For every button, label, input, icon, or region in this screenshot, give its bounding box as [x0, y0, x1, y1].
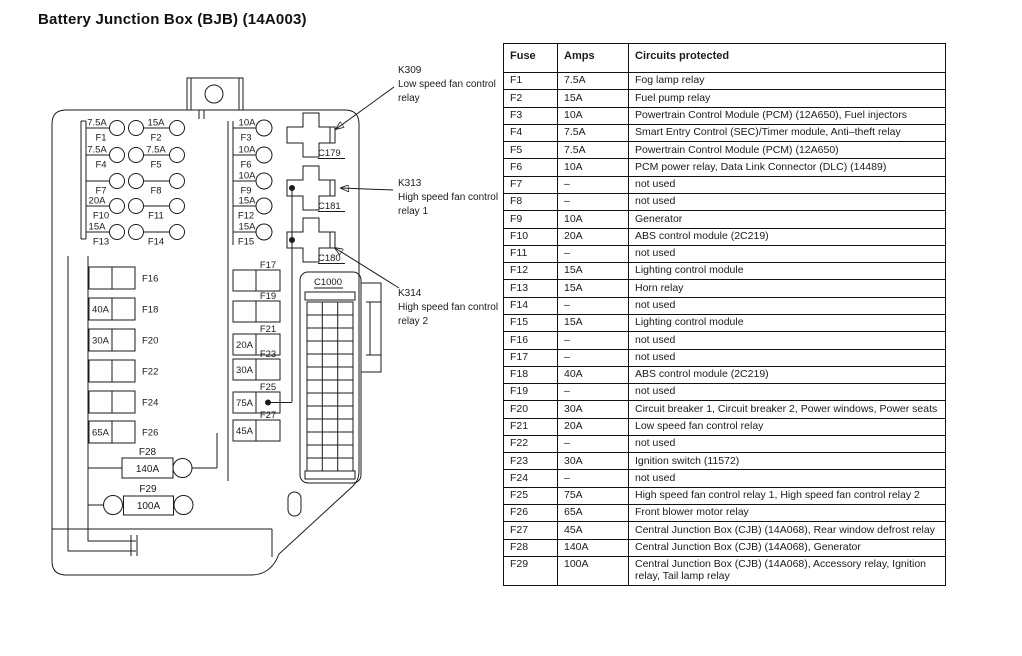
fuse-circuits-cell: ABS control module (2C219) [629, 228, 946, 245]
fuse-circuits-cell: Front blower motor relay [629, 505, 946, 522]
diagram-label: 7.5A [146, 144, 166, 156]
fuse-F19 [233, 291, 280, 322]
fuse-circuits-cell: Horn relay [629, 280, 946, 297]
fuse-id-cell: F28 [504, 539, 558, 556]
fuse-circuits-cell: not used [629, 470, 946, 487]
fuse-amps-cell: 75A [558, 487, 629, 504]
diagram-label: F12 [237, 210, 255, 222]
fuse-circuits-cell: Central Junction Box (CJB) (14A068), Rear window defrost relay [629, 522, 946, 539]
table-row [504, 107, 946, 124]
callout-text: High speed fan control [398, 192, 499, 203]
diagram-label: F19 [259, 291, 277, 302]
fuse-table [503, 43, 946, 586]
fuse-id-cell: F19 [504, 384, 558, 401]
diagram-label: F16 [142, 273, 159, 285]
table-row [504, 418, 946, 435]
diagram-label: 40A [92, 304, 109, 316]
table-row [504, 263, 946, 280]
fuse-F28 [88, 433, 217, 478]
table-row [504, 73, 946, 90]
fuse-amps-cell: 20A [558, 228, 629, 245]
connector-label: C180 [318, 253, 341, 264]
table-row [504, 539, 946, 556]
fuse-F14 [129, 225, 185, 248]
diagram-label: F3 [240, 132, 252, 144]
diagram-label: F25 [259, 382, 277, 393]
fuse-F2 [129, 118, 185, 144]
diagram-label: F15 [237, 236, 255, 248]
fuse-circuits-cell: Circuit breaker 1, Circuit breaker 2, Power windows, Power seats [629, 401, 946, 418]
table-row [504, 453, 946, 470]
fuse-F18 [89, 298, 158, 320]
fuse-circuits-cell: not used [629, 297, 946, 314]
fuse-F24 [89, 391, 158, 413]
table-row [504, 522, 946, 539]
fuse-circuits-cell: Generator [629, 211, 946, 228]
fuse-F10 [86, 196, 125, 222]
fuse-id-cell: F6 [504, 159, 558, 176]
fuse-id-cell: F1 [504, 73, 558, 90]
table-row [504, 401, 946, 418]
fuse-id-cell: F17 [504, 349, 558, 366]
diagram-label: F21 [259, 324, 277, 335]
callout-text: K309 [398, 65, 422, 76]
side-tab [361, 283, 381, 372]
fuse-circuits-cell: Lighting control module [629, 263, 946, 280]
fuse-amps-cell: – [558, 297, 629, 314]
fuse-F25 [233, 382, 292, 413]
diagram-label: 65A [92, 427, 109, 439]
fuse-id-cell: F23 [504, 453, 558, 470]
diagram-label: F22 [142, 366, 159, 378]
fuse-id-cell: F16 [504, 332, 558, 349]
table-row [504, 228, 946, 245]
fuse-circuits-cell: not used [629, 245, 946, 262]
fuse-id-cell: F21 [504, 418, 558, 435]
diagram-label: 100A [136, 501, 161, 512]
relay-connector-C181 [287, 166, 345, 212]
diagram-label: 15A [238, 195, 256, 207]
fuse-id-cell: F26 [504, 505, 558, 522]
fuse-amps-cell: 15A [558, 263, 629, 280]
fuse-amps-cell: – [558, 384, 629, 401]
table-row [504, 211, 946, 228]
page-title: Battery Junction Box (BJB) (14A003) [38, 11, 307, 28]
fuse-F17 [233, 260, 280, 291]
table-row [504, 124, 946, 141]
fuse-circuits-cell: Powertrain Control Module (PCM) (12A650) [629, 142, 946, 159]
fuse-id-cell: F29 [504, 556, 558, 585]
diagram-label: 7.5A [87, 144, 107, 156]
fuse-F8 [129, 174, 185, 197]
fuse-id-cell: F5 [504, 142, 558, 159]
fuse-amps-cell: 15A [558, 90, 629, 107]
fuse-table-header [504, 44, 946, 73]
fuse-id-cell: F15 [504, 314, 558, 331]
diagram-label: F1 [95, 132, 107, 144]
fuse-F16 [89, 267, 158, 289]
fuse-id-cell: F14 [504, 297, 558, 314]
table-row [504, 505, 946, 522]
fuse-id-cell: F18 [504, 366, 558, 383]
fuse-circuits-cell: Fuel pump relay [629, 90, 946, 107]
diagram-label: F6 [240, 159, 252, 171]
table-row [504, 366, 946, 383]
diagram-label: 15A [147, 117, 165, 129]
diagram-label: F2 [150, 132, 162, 144]
relay-connector-C179 [287, 113, 345, 159]
table-row [504, 245, 946, 262]
fuse-amps-cell: – [558, 470, 629, 487]
table-row [504, 142, 946, 159]
fuse-id-cell: F9 [504, 211, 558, 228]
callout-text: relay [398, 93, 420, 104]
fuse-F11 [129, 199, 185, 222]
table-row [504, 556, 946, 585]
callout-text: relay 2 [398, 316, 429, 327]
connector-label: C1000 [314, 277, 342, 288]
diagram-label: 20A [236, 340, 253, 351]
connector-label: C179 [318, 148, 341, 159]
diagram-label: F24 [142, 397, 159, 409]
callout-text: K313 [398, 178, 422, 189]
table-row [504, 90, 946, 107]
connector-C1000 [300, 272, 361, 483]
fuse-circuits-cell: not used [629, 176, 946, 193]
table-row [504, 384, 946, 401]
fuse-amps-cell: 10A [558, 211, 629, 228]
fuse-id-cell: F12 [504, 263, 558, 280]
fuse-amps-cell: 20A [558, 418, 629, 435]
diagram-label: F20 [142, 335, 159, 347]
fuse-circuits-cell: Low speed fan control relay [629, 418, 946, 435]
diagram-label: 30A [92, 335, 109, 347]
fuse-amps-cell: 10A [558, 159, 629, 176]
fuse-circuits-cell: Smart Entry Control (SEC)/Timer module, Anti–theft relay [629, 124, 946, 141]
diagram-label: 30A [236, 365, 253, 376]
table-row [504, 435, 946, 452]
fuse-id-cell: F7 [504, 176, 558, 193]
diagram-label: F10 [92, 210, 110, 222]
fuse-amps-cell: – [558, 176, 629, 193]
diagram-label: 10A [238, 170, 256, 182]
fuse-F1 [86, 118, 125, 144]
diagram-label: F26 [142, 427, 159, 439]
fuse-amps-cell: 65A [558, 505, 629, 522]
table-row [504, 176, 946, 193]
fuse-id-cell: F22 [504, 435, 558, 452]
table-row [504, 297, 946, 314]
fuse-amps-cell: 140A [558, 539, 629, 556]
fuse-id-cell: F20 [504, 401, 558, 418]
diagram-label: F18 [142, 304, 159, 316]
fuse-circuits-cell: not used [629, 349, 946, 366]
col-header-0: Fuse [504, 44, 558, 73]
fuse-id-cell: F8 [504, 193, 558, 210]
diagram-label: F27 [259, 410, 277, 421]
fuse-amps-cell: 7.5A [558, 73, 629, 90]
diagram-label: F29 [139, 484, 157, 495]
diagram-label: F13 [92, 236, 110, 248]
diagram-label: F17 [259, 260, 277, 271]
fuse-circuits-cell: Central Junction Box (CJB) (14A068), Generator [629, 539, 946, 556]
fuse-circuits-cell: Ignition switch (11572) [629, 453, 946, 470]
fuse-F29 [88, 484, 193, 515]
fuse-F5 [129, 145, 185, 171]
table-row [504, 470, 946, 487]
diagram-label: F11 [148, 210, 164, 222]
fuse-amps-cell: – [558, 332, 629, 349]
fuse-amps-cell: 40A [558, 366, 629, 383]
header-row [504, 44, 946, 73]
fuse-circuits-cell: ABS control module (2C219) [629, 366, 946, 383]
fuse-F7 [86, 174, 125, 197]
fuse-id-cell: F2 [504, 90, 558, 107]
callout-text: High speed fan control [398, 302, 499, 313]
fuse-circuits-cell: Fog lamp relay [629, 73, 946, 90]
fuse-F20 [89, 329, 158, 351]
col-header-2: Circuits protected [629, 44, 946, 73]
fuse-F15 [233, 222, 272, 248]
fuse-amps-cell: – [558, 245, 629, 262]
diagram-label: 15A [238, 221, 256, 233]
callout-text: K314 [398, 288, 422, 299]
diagram-label: F28 [138, 447, 157, 458]
fuse-id-cell: F27 [504, 522, 558, 539]
table-row [504, 332, 946, 349]
fuse-circuits-cell: not used [629, 435, 946, 452]
fuse-id-cell: F10 [504, 228, 558, 245]
table-row [504, 280, 946, 297]
fuse-F3 [233, 118, 272, 144]
fuse-F12 [233, 196, 272, 222]
fuse-F22 [89, 360, 158, 382]
fuse-amps-cell: 100A [558, 556, 629, 585]
fuse-amps-cell: – [558, 349, 629, 366]
table-row [504, 314, 946, 331]
fuse-id-cell: F25 [504, 487, 558, 504]
diagram-label: 10A [238, 144, 256, 156]
diagram-label: F4 [95, 159, 107, 171]
fuse-circuits-cell: not used [629, 384, 946, 401]
callout-K309 [336, 65, 496, 129]
fuse-amps-cell: – [558, 193, 629, 210]
fuse-F13 [86, 222, 125, 248]
fuse-F6 [233, 145, 272, 171]
fuse-amps-cell: 7.5A [558, 124, 629, 141]
callout-text: Low speed fan control [398, 79, 496, 90]
callout-K313 [341, 178, 498, 217]
fuse-id-cell: F24 [504, 470, 558, 487]
fuse-F9 [233, 171, 272, 197]
fuse-amps-cell: 15A [558, 314, 629, 331]
fuse-circuits-cell: Lighting control module [629, 314, 946, 331]
diagram-label: 15A [88, 221, 106, 233]
table-row [504, 193, 946, 210]
diagram-label: F14 [147, 236, 165, 248]
callout-text: relay 1 [398, 206, 429, 217]
diagram-label: 45A [236, 426, 253, 437]
diagram-label: F9 [240, 185, 252, 197]
diagram-label: 7.5A [87, 117, 107, 129]
fuse-amps-cell: 7.5A [558, 142, 629, 159]
fuse-circuits-cell: Central Junction Box (CJB) (14A068), Accessory relay, Ignition relay, Tail lamp relay [629, 556, 946, 585]
diagram-label: 20A [88, 195, 106, 207]
fuse-circuits-cell: not used [629, 193, 946, 210]
fuse-F26 [89, 421, 158, 443]
table-row [504, 349, 946, 366]
diagram-label: F5 [150, 159, 162, 171]
diagram-label: 75A [236, 398, 253, 409]
fuse-amps-cell: – [558, 435, 629, 452]
fuse-circuits-cell: Powertrain Control Module (PCM) (12A650), Fuel injectors [629, 107, 946, 124]
fuse-id-cell: F3 [504, 107, 558, 124]
fuse-id-cell: F4 [504, 124, 558, 141]
fuse-circuits-cell: High speed fan control relay 1, High speed fan control relay 2 [629, 487, 946, 504]
fuse-amps-cell: 45A [558, 522, 629, 539]
table-row [504, 487, 946, 504]
diagram-label: 140A [135, 464, 160, 475]
fuse-id-cell: F11 [504, 245, 558, 262]
fuse-amps-cell: 30A [558, 453, 629, 470]
diagram-label: F23 [259, 349, 277, 360]
diagram-label: 10A [238, 117, 256, 129]
fuse-amps-cell: 30A [558, 401, 629, 418]
fuse-F4 [86, 145, 125, 171]
fuse-id-cell: F13 [504, 280, 558, 297]
fuse-amps-cell: 10A [558, 107, 629, 124]
connector-label: C181 [318, 201, 341, 212]
fuse-circuits-cell: not used [629, 332, 946, 349]
fuse-circuits-cell: PCM power relay, Data Link Connector (DLC) (14489) [629, 159, 946, 176]
table-row [504, 159, 946, 176]
fuse-amps-cell: 15A [558, 280, 629, 297]
mounting-tab [187, 78, 243, 119]
diagram-label: F8 [150, 185, 162, 197]
fuse-F27 [233, 410, 280, 441]
diagram-label: F7 [95, 185, 107, 197]
relay-connector-C180 [287, 218, 345, 264]
col-header-1: Amps [558, 44, 629, 73]
